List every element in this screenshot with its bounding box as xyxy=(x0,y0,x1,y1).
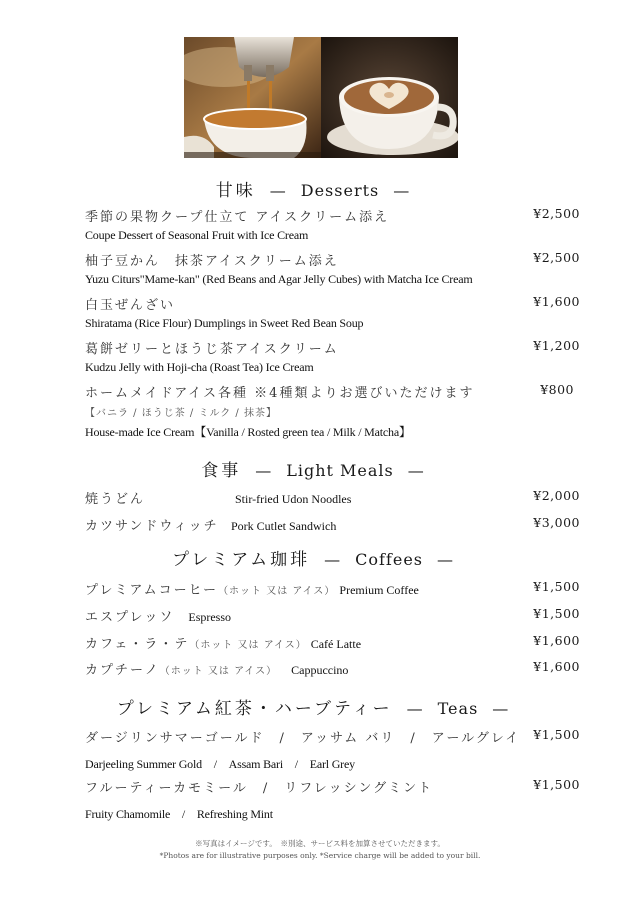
menu-item-jp: フルーティーカモミール / リフレッシングミント xyxy=(85,781,434,796)
menu-item-note: （ホット 又は アイス） xyxy=(218,586,336,597)
section-title-jp: 食事 xyxy=(201,461,242,481)
menu-item-en: House-made Ice Cream【Vanilla / Rosted green tea / Milk / Matcha】 xyxy=(85,425,411,439)
section-title-en: Desserts xyxy=(300,181,380,200)
latte-art-cup-photo-icon xyxy=(321,37,458,158)
menu-item-en: Café Latte xyxy=(310,637,362,651)
menu-item xyxy=(85,579,580,598)
menu-item xyxy=(85,777,580,822)
menu-item xyxy=(85,206,580,243)
menu-item xyxy=(85,727,580,772)
section-title-jp: プレミアム紅茶・ハーブティー xyxy=(116,699,393,719)
menu-item-en: Yuzu Citurs"Mame-kan" (Red Beans and Agar Jelly Cubes) with Matcha Ice Cream xyxy=(85,272,473,286)
section-title-teas xyxy=(0,694,640,719)
menu-item-en: Shiratama (Rice Flour) Dumplings in Sweet Red Bean Soup xyxy=(85,316,364,330)
menu-item xyxy=(85,606,580,625)
menu-item-jp: カプチーノ xyxy=(85,663,160,678)
section-title-dash: — xyxy=(393,181,411,200)
espresso-machine-photo-icon xyxy=(184,37,321,158)
menu-item xyxy=(85,250,580,287)
menu-item-en: Pork Cutlet Sandwich xyxy=(231,519,337,533)
section-title-jp: プレミアム珈琲 xyxy=(171,550,311,570)
menu-item-en: Stir-fried Udon Noodles xyxy=(235,492,352,506)
menu-item-price: ¥1,200 xyxy=(533,338,580,353)
footer-note-en: *Photos are for illustrative purposes only. *Service charge will be added to your bill. xyxy=(159,851,481,860)
menu-item-price: ¥1,500 xyxy=(533,777,580,792)
menu-item xyxy=(85,382,580,440)
menu-item xyxy=(85,515,580,534)
section-title-en: Light Meals xyxy=(286,461,394,480)
menu-item-price: ¥1,600 xyxy=(533,633,580,648)
menu-item xyxy=(85,633,580,652)
footer-note-jp: ※写真はイメージです。 ※別途、サービス料を加算させていただきます。 xyxy=(195,839,445,848)
menu-item-jp: 焼うどん xyxy=(85,492,146,507)
menu-item-jp: カツサンドウィッチ xyxy=(85,519,219,534)
menu-item-price: ¥1,500 xyxy=(533,727,580,742)
menu-item xyxy=(85,659,580,678)
menu-item-price: ¥2,500 xyxy=(533,250,580,265)
section-title-dash: — xyxy=(492,699,510,718)
section-title-coffees xyxy=(0,545,640,570)
menu-item-note: （ホット 又は アイス） xyxy=(189,640,307,651)
menu-item-price: ¥800 xyxy=(540,382,574,397)
section-title-en: Coffees xyxy=(355,550,423,569)
menu-item-price: ¥1,600 xyxy=(533,659,580,674)
menu-item-price: ¥1,500 xyxy=(533,579,580,594)
section-title-jp: 甘味 xyxy=(215,181,256,201)
menu-item-en: Fruity Chamomile / Refreshing Mint xyxy=(85,807,273,821)
menu-item-jp: ホームメイドアイス各種 ※4種類よりお選びいただけます xyxy=(85,386,475,401)
section-title-dash: — xyxy=(255,461,273,480)
section-title-dash: — xyxy=(269,181,287,200)
menu-item-en: Kudzu Jelly with Hoji-cha (Roast Tea) Ice Cream xyxy=(85,360,314,374)
header-photos xyxy=(184,37,458,158)
menu-item-jp: 季節の果物クープ仕立て アイスクリーム添え xyxy=(85,210,390,225)
menu-item-en: Cappuccino xyxy=(291,663,349,677)
menu-item-price: ¥2,500 xyxy=(533,206,580,221)
menu-item-price: ¥3,000 xyxy=(533,515,580,530)
menu-item-en: Premium Coffee xyxy=(339,583,419,597)
section-title-en: Teas xyxy=(437,699,479,718)
menu-item-sub: 【バニラ / ほうじ茶 / ミルク / 抹茶】 xyxy=(85,408,277,419)
menu-item xyxy=(85,294,580,331)
menu-item-jp: 葛餅ゼリーとほうじ茶アイスクリーム xyxy=(85,342,339,357)
menu-item-en: Darjeeling Summer Gold / Assam Bari / Earl Grey xyxy=(85,757,355,771)
menu-item xyxy=(85,338,580,375)
menu-item-price: ¥2,000 xyxy=(533,488,580,503)
menu-item-en: Coupe Dessert of Seasonal Fruit with Ice Cream xyxy=(85,228,309,242)
menu-item-jp: ダージリンサマーゴールド / アッサム バリ / アールグレイ xyxy=(85,731,521,746)
section-title-light-meals xyxy=(0,456,640,481)
section-title-dash: — xyxy=(406,699,424,718)
menu-item-note: （ホット 又は アイス） xyxy=(159,666,278,677)
section-title-dash: — xyxy=(407,461,425,480)
menu-item-en: Espresso xyxy=(188,610,232,624)
menu-item-jp: カフェ・ラ・テ xyxy=(85,637,190,652)
section-title-dash: — xyxy=(437,550,454,569)
menu-item-jp: 柚子豆かん 抹茶アイスクリーム添え xyxy=(85,254,339,269)
menu-item-jp: プレミアムコーヒー xyxy=(85,583,219,598)
section-title-dash: — xyxy=(324,550,342,569)
menu-item-jp: エスプレッソ xyxy=(85,610,175,625)
menu-item xyxy=(85,488,580,507)
section-title-desserts xyxy=(0,176,640,201)
menu-item-price: ¥1,600 xyxy=(533,294,580,309)
menu-item-jp: 白玉ぜんざい xyxy=(85,298,176,313)
menu-item-price: ¥1,500 xyxy=(533,606,580,621)
